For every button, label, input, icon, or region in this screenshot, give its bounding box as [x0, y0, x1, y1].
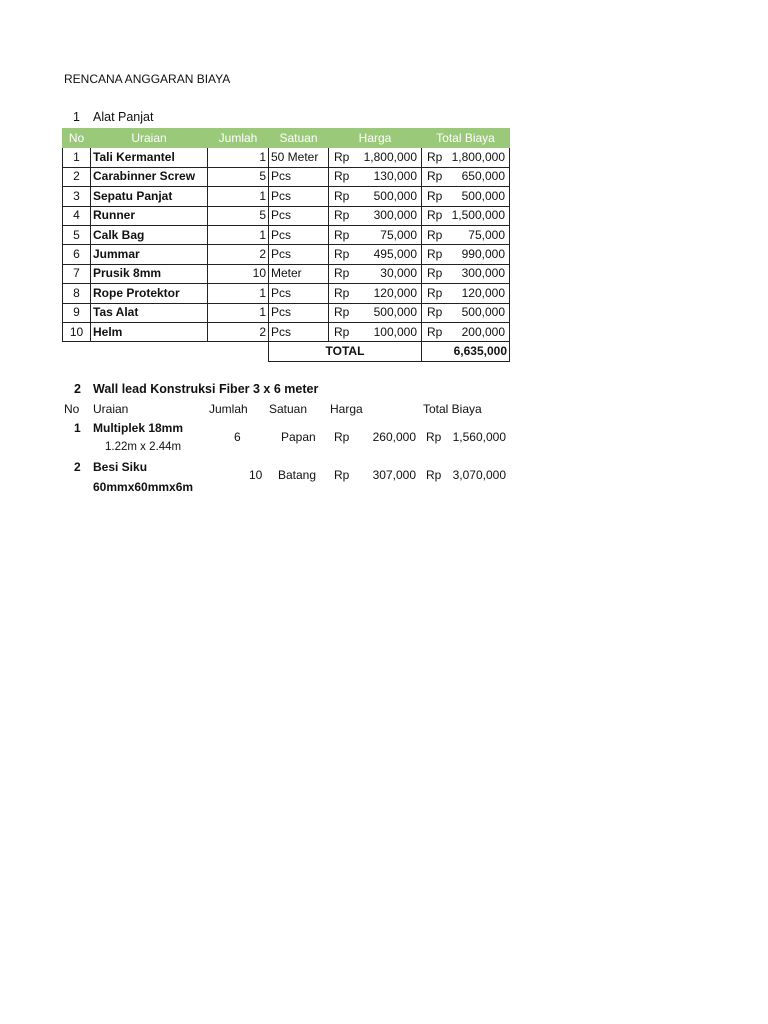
s2-header-no: No — [64, 402, 80, 416]
section2-heading: Wall lead Konstruksi Fiber 3 x 6 meter — [93, 382, 319, 396]
section2-number: 2 — [74, 382, 81, 396]
row-harga: 30,000 — [380, 266, 417, 281]
s2-row1-no: 1 — [74, 421, 81, 435]
row-harga: 120,000 — [373, 285, 417, 300]
row-total: 990,000 — [461, 247, 505, 262]
header-uraian: Uraian — [91, 129, 208, 148]
s2-row2-total: 3,070,000 — [452, 468, 506, 482]
row-total-cell — [422, 225, 510, 244]
row-total-cell — [422, 148, 510, 167]
row-satuan: Pcs — [269, 245, 329, 264]
row-total-cell — [422, 264, 510, 283]
row-no: 6 — [63, 245, 91, 264]
row-harga-cell — [329, 264, 422, 283]
row-total-cell — [422, 206, 510, 225]
row-harga-cell — [329, 148, 422, 167]
row-total-currency: Rp — [427, 324, 443, 339]
row-total: 75,000 — [468, 227, 505, 242]
s2-row2-jumlah: 10 — [249, 468, 263, 482]
s2-header-total-biaya: Total Biaya — [423, 402, 482, 416]
table-row — [63, 245, 510, 264]
s2-row2-satuan: Batang — [278, 468, 317, 482]
s2-row1-total-currency: Rp — [426, 430, 442, 444]
row-no: 7 — [63, 264, 91, 283]
row-harga-cell — [329, 303, 422, 322]
row-harga-currency: Rp — [334, 247, 350, 262]
row-satuan: Pcs — [269, 206, 329, 225]
row-uraian: Prusik 8mm — [91, 264, 208, 283]
row-harga: 495,000 — [373, 247, 417, 262]
row-harga-currency: Rp — [334, 208, 350, 223]
row-jumlah: 1 — [208, 148, 269, 167]
row-uraian: Jummar — [91, 245, 208, 264]
row-total-cell — [422, 167, 510, 186]
s2-row1-harga: 260,000 — [372, 430, 416, 444]
row-no: 4 — [63, 206, 91, 225]
row-total: 1,800,000 — [451, 150, 505, 165]
row-jumlah: 2 — [208, 245, 269, 264]
row-harga-currency: Rp — [334, 266, 350, 281]
row-satuan: Pcs — [269, 284, 329, 303]
row-harga-currency: Rp — [334, 188, 350, 203]
row-harga-cell — [329, 187, 422, 206]
row-total-cell — [422, 284, 510, 303]
row-harga: 75,000 — [380, 227, 417, 242]
row-no: 10 — [63, 322, 91, 341]
row-satuan: Pcs — [269, 225, 329, 244]
row-no: 3 — [63, 187, 91, 206]
s2-row2-harga: 307,000 — [372, 468, 416, 482]
row-harga: 130,000 — [373, 169, 417, 184]
row-jumlah: 5 — [208, 206, 269, 225]
row-jumlah: 1 — [208, 284, 269, 303]
table-row — [63, 225, 510, 244]
row-harga-currency: Rp — [334, 305, 350, 320]
s2-row2-total-currency: Rp — [426, 468, 442, 482]
row-total-cell — [422, 303, 510, 322]
s2-row1-currency: Rp — [334, 430, 350, 444]
row-harga-currency: Rp — [334, 150, 350, 165]
row-harga-cell — [329, 167, 422, 186]
s2-row1-uraian: Multiplek 18mm — [93, 421, 184, 435]
total-row — [63, 342, 510, 361]
header-no: No — [63, 129, 91, 148]
row-harga: 500,000 — [373, 305, 417, 320]
s2-row1-jumlah: 6 — [234, 430, 241, 444]
row-harga: 500,000 — [373, 188, 417, 203]
row-harga-cell — [329, 322, 422, 341]
row-harga-currency: Rp — [334, 227, 350, 242]
row-total-currency: Rp — [427, 227, 443, 242]
section1-number: 1 — [73, 110, 80, 124]
row-satuan: Pcs — [269, 187, 329, 206]
row-harga-currency: Rp — [334, 285, 350, 300]
row-uraian: Tali Kermantel — [91, 148, 208, 167]
row-harga-cell — [329, 206, 422, 225]
row-uraian: Calk Bag — [91, 225, 208, 244]
row-total-currency: Rp — [427, 285, 443, 300]
row-total-currency: Rp — [427, 305, 443, 320]
row-total-cell — [422, 187, 510, 206]
row-total: 120,000 — [461, 285, 505, 300]
row-satuan: Pcs — [269, 303, 329, 322]
row-harga: 100,000 — [373, 324, 417, 339]
row-total-cell — [422, 322, 510, 341]
table-row — [63, 148, 510, 167]
row-uraian: Helm — [91, 322, 208, 341]
row-total-currency: Rp — [427, 266, 443, 281]
s2-row1-satuan: Papan — [281, 430, 316, 444]
row-jumlah: 1 — [208, 187, 269, 206]
row-no: 5 — [63, 225, 91, 244]
row-jumlah: 1 — [208, 303, 269, 322]
row-jumlah: 10 — [208, 264, 269, 283]
row-harga: 300,000 — [373, 208, 417, 223]
row-jumlah: 2 — [208, 322, 269, 341]
row-total: 200,000 — [461, 324, 505, 339]
total-label: TOTAL — [269, 342, 422, 361]
document-title: RENCANA ANGGARAN BIAYA — [64, 72, 231, 86]
row-harga: 1,800,000 — [363, 150, 417, 165]
table-row — [63, 303, 510, 322]
s2-row2-uraian: Besi Siku — [93, 460, 148, 474]
row-uraian: Rope Protektor — [91, 284, 208, 303]
header-jumlah: Jumlah — [208, 129, 269, 148]
row-total-currency: Rp — [427, 208, 443, 223]
row-total-currency: Rp — [427, 188, 443, 203]
row-harga-cell — [329, 225, 422, 244]
s2-row1-detail: 1.22m x 2.44m — [105, 441, 182, 453]
s2-row2-currency: Rp — [334, 468, 350, 482]
row-total: 1,500,000 — [451, 208, 505, 223]
table-row — [63, 264, 510, 283]
row-no: 9 — [63, 303, 91, 322]
row-satuan: Pcs — [269, 167, 329, 186]
row-jumlah: 5 — [208, 167, 269, 186]
row-total-currency: Rp — [427, 169, 443, 184]
row-no: 1 — [63, 148, 91, 167]
row-total: 300,000 — [461, 266, 505, 281]
row-satuan: Pcs — [269, 322, 329, 341]
row-total: 650,000 — [461, 169, 505, 184]
total-value: 6,635,000 — [422, 342, 510, 361]
table-row — [63, 284, 510, 303]
s2-header-jumlah: Jumlah — [209, 402, 248, 416]
row-harga-currency: Rp — [334, 169, 350, 184]
row-uraian: Runner — [91, 206, 208, 225]
row-uraian: Carabinner Screw — [91, 167, 208, 186]
row-total: 500,000 — [461, 188, 505, 203]
row-total-cell — [422, 245, 510, 264]
header-satuan: Satuan — [269, 129, 329, 148]
table-row — [63, 187, 510, 206]
header-harga: Harga — [329, 129, 422, 148]
s2-row2-no: 2 — [74, 460, 81, 474]
table-header-row — [63, 129, 510, 148]
row-satuan: 50 Meter — [269, 148, 329, 167]
row-uraian: Sepatu Panjat — [91, 187, 208, 206]
row-no: 8 — [63, 284, 91, 303]
row-harga-currency: Rp — [334, 324, 350, 339]
table-row — [63, 167, 510, 186]
header-total-biaya: Total Biaya — [422, 129, 510, 148]
s2-header-uraian: Uraian — [93, 402, 129, 416]
row-harga-cell — [329, 245, 422, 264]
s2-header-harga: Harga — [330, 402, 363, 416]
s2-row2-detail: 60mmx60mmx6m — [93, 480, 194, 494]
row-harga-cell — [329, 284, 422, 303]
row-no: 2 — [63, 167, 91, 186]
row-uraian: Tas Alat — [91, 303, 208, 322]
table-row — [63, 322, 510, 341]
table-row — [63, 206, 510, 225]
row-total: 500,000 — [461, 305, 505, 320]
row-satuan: Meter — [269, 264, 329, 283]
row-jumlah: 1 — [208, 225, 269, 244]
s2-row1-total: 1,560,000 — [452, 430, 506, 444]
section1-heading: Alat Panjat — [93, 110, 154, 124]
s2-header-satuan: Satuan — [269, 402, 308, 416]
row-total-currency: Rp — [427, 150, 443, 165]
section1-table — [62, 128, 510, 362]
row-total-currency: Rp — [427, 247, 443, 262]
